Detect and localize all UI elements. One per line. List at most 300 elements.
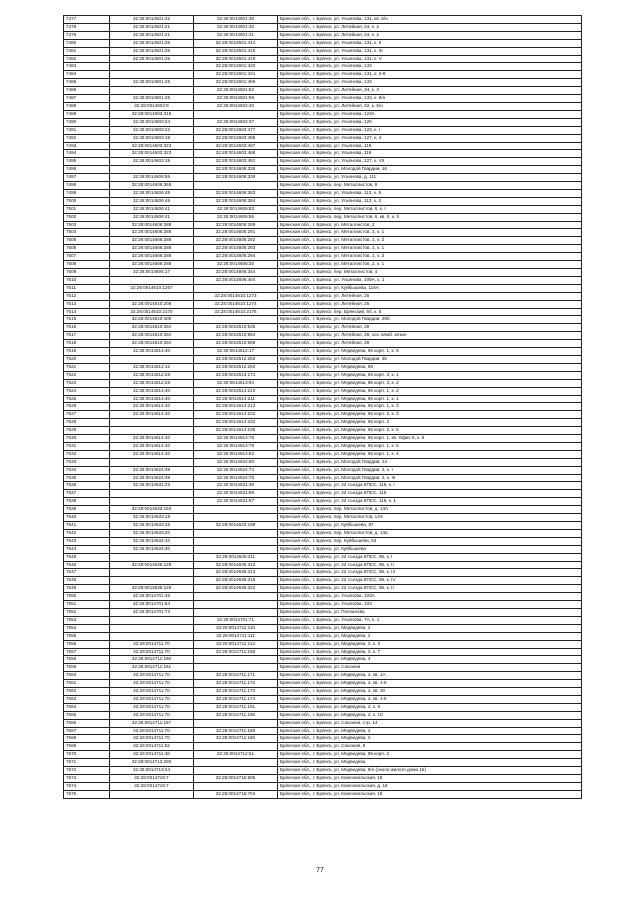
address-cell: Брянская обл., г. Брянск, ул. Медведева, 2 (278, 727, 582, 735)
address-cell: Брянская обл., г. Брянск, ул. Ульянова, 119 (278, 142, 582, 150)
address-cell: Брянская обл., г. Брянск, ул. Медведева, 65 корп. 2 (278, 419, 582, 427)
table-row (64, 664, 582, 672)
table-row (64, 545, 582, 553)
building-cadastral-cell (194, 759, 278, 767)
land-cadastral-cell: 32:28:0014711:70 (110, 703, 194, 711)
building-cadastral-cell (194, 182, 278, 190)
table-row (64, 300, 582, 308)
row-number-cell: 7565 (64, 711, 110, 719)
land-cadastral-cell: 32:28:0014610:391 (110, 324, 194, 332)
building-cadastral-cell (194, 767, 278, 775)
land-cadastral-cell: 32:28:0014601:26 (110, 55, 194, 63)
row-number-cell: 7537 (64, 490, 110, 498)
row-number-cell: 7511 (64, 284, 110, 292)
address-cell: Брянская обл., г. Брянск, пер. Куйбышева, 63 (278, 537, 582, 545)
row-number-cell: 7485 (64, 79, 110, 87)
table-row (64, 411, 582, 419)
table-row (64, 703, 582, 711)
table-row (64, 466, 582, 474)
building-cadastral-cell: 32:28:0014601:415 (194, 47, 278, 55)
address-cell: Брянская обл., г. Брянск, ул. Литейная, 34, к. 2 (278, 31, 582, 39)
table-row (64, 395, 582, 403)
table-row (64, 102, 582, 110)
land-cadastral-cell: 32:28:0014612:12 (110, 363, 194, 371)
building-cadastral-cell: 32:28:0014711:111 (194, 632, 278, 640)
row-number-cell: 7495 (64, 158, 110, 166)
table-row (64, 506, 582, 514)
building-cadastral-cell: 32:28:0014606:335 (194, 166, 278, 174)
building-cadastral-cell: 32:28:0014711:186 (194, 711, 278, 719)
row-number-cell: 7560 (64, 672, 110, 680)
land-cadastral-cell (110, 490, 194, 498)
building-cadastral-cell: 32:28:0014715:505 (194, 775, 278, 783)
building-cadastral-cell: 32:28:0014601:68 (194, 95, 278, 103)
table-row (64, 458, 582, 466)
table-row (64, 727, 582, 735)
land-cadastral-cell: 32:28:0014711:187 (110, 719, 194, 727)
address-cell: Брянская обл., г. Брянск, ул. Союзная, стр. 14 (278, 719, 582, 727)
building-cadastral-cell: 32:28:0014711:113 (194, 640, 278, 648)
land-cadastral-cell: 32:28:0014711:70 (110, 648, 194, 656)
row-number-cell: 7522 (64, 371, 110, 379)
table-row (64, 608, 582, 616)
row-number-cell: 7550 (64, 593, 110, 601)
table-row (64, 95, 582, 103)
table-row (64, 292, 582, 300)
land-cadastral-cell (110, 292, 194, 300)
land-cadastral-cell: 32:28:0014635:129 (110, 561, 194, 569)
building-cadastral-cell (194, 664, 278, 672)
building-cadastral-cell: 32:28:0014711:173 (194, 688, 278, 696)
row-number-cell: 7545 (64, 553, 110, 561)
land-cadastral-cell: 32:28:0014633:15 (110, 522, 194, 530)
table-row (64, 229, 582, 237)
building-cadastral-cell: 32:28:0014601:30 (194, 23, 278, 31)
table-row (64, 601, 582, 609)
address-cell: Брянская обл., г. Брянск, ул. Металлистов, 2 (278, 221, 582, 229)
table-row (64, 174, 582, 182)
building-cadastral-cell (194, 601, 278, 609)
row-number-cell: 7543 (64, 537, 110, 545)
building-cadastral-cell: 32:28:0014612:292 (194, 363, 278, 371)
row-number-cell: 7574 (64, 782, 110, 790)
row-number-cell: 7502 (64, 213, 110, 221)
land-cadastral-cell: 32:28:0014711:70 (110, 727, 194, 735)
land-cadastral-cell: 32:28:0014601:26 (110, 47, 194, 55)
building-cadastral-cell: 32:28:0014631:87 (194, 498, 278, 506)
table-row (64, 324, 582, 332)
building-cadastral-cell: 32:28:0014631:86 (194, 490, 278, 498)
building-cadastral-cell (194, 537, 278, 545)
building-cadastral-cell: 32:28:0014711:190 (194, 735, 278, 743)
land-cadastral-cell: 32:28:0014715:7 (110, 782, 194, 790)
row-number-cell: 7527 (64, 411, 110, 419)
table-row (64, 371, 582, 379)
table-row (64, 640, 582, 648)
table-row (64, 537, 582, 545)
address-cell: Брянская обл., г. Брянск, ул. Медведева, 85 корп. 2 (278, 751, 582, 759)
row-number-cell: 7542 (64, 529, 110, 537)
address-cell: Брянская обл., г. Брянск, ул. Ульянова, 103 (278, 601, 582, 609)
land-cadastral-cell (110, 276, 194, 284)
building-cadastral-cell: 32:28:0014610:1274 (194, 300, 278, 308)
land-cadastral-cell (110, 553, 194, 561)
land-cadastral-cell: 32:28:0014606:288 (110, 221, 194, 229)
table-row (64, 39, 582, 47)
table-row (64, 150, 582, 158)
row-number-cell: 7486 (64, 87, 110, 95)
land-cadastral-cell (110, 624, 194, 632)
land-cadastral-cell: 32:28:0014713:24 (110, 767, 194, 775)
address-cell: Брянская обл., г. Брянск, пер. Металлистов, д. 14А (278, 506, 582, 514)
land-cadastral-cell (110, 166, 194, 174)
row-number-cell: 7489 (64, 110, 110, 118)
table-row (64, 284, 582, 292)
table-row (64, 529, 582, 537)
land-cadastral-cell: 32:28:0014635:129 (110, 585, 194, 593)
row-number-cell: 7529 (64, 427, 110, 435)
address-cell: Брянская обл., г. Брянск, ул. Медведева, 2, кв. 30 (278, 688, 582, 696)
building-cadastral-cell: 32:28:0014606:83 (194, 205, 278, 213)
address-cell: Брянская обл., г. Брянск, пер. Металлистов, 8 (278, 182, 582, 190)
building-cadastral-cell: 32:28:0014601:420 (194, 63, 278, 71)
land-cadastral-cell (110, 87, 194, 95)
address-cell: Брянская обл., г. Брянск, ул. Медведева, 65 корп. 1, к. 8 (278, 348, 582, 356)
table-row (64, 110, 582, 118)
table-row (64, 585, 582, 593)
building-cadastral-cell: 32:28:0014712:51 (194, 751, 278, 759)
address-cell: Брянская обл., г. Брянск, ул. Ульянова, 131, к. V (278, 55, 582, 63)
table-row (64, 688, 582, 696)
row-number-cell: 7526 (64, 403, 110, 411)
land-cadastral-cell: 32:28:0014610:208 (110, 300, 194, 308)
row-number-cell: 7568 (64, 735, 110, 743)
row-number-cell: 7535 (64, 474, 110, 482)
table-row (64, 561, 582, 569)
table-row (64, 593, 582, 601)
row-number-cell: 7525 (64, 395, 110, 403)
row-number-cell: 7566 (64, 719, 110, 727)
building-cadastral-cell: 32:28:0014606:292 (194, 237, 278, 245)
table-row (64, 47, 582, 55)
address-cell: Брянская обл., г. Брянск, ул. Литейная, 32, к. 6/н (278, 102, 582, 110)
table-row (64, 719, 582, 727)
land-cadastral-cell (110, 419, 194, 427)
address-cell: Брянская обл., г. Брянск, ул. Медведева, 2, кв. 1А (278, 672, 582, 680)
address-cell: Брянская обл., г. Брянск, пер. Металлистов, 4 (278, 269, 582, 277)
table-row (64, 118, 582, 126)
address-cell: Брянская обл., г. Брянск, ул. 22 съезда КПСС, 96, к. I (278, 553, 582, 561)
address-cell: Брянская обл., г. Брянск, ул. Медведева, 2, кв. 1-5 (278, 695, 582, 703)
table-row (64, 695, 582, 703)
building-cadastral-cell: 32:28:0014606:293 (194, 245, 278, 253)
land-cadastral-cell: 32:28:0014711:70 (110, 672, 194, 680)
address-cell: Брянская обл., г. Брянск, ул. Молодой Гвардии, 14 (278, 458, 582, 466)
row-number-cell: 7493 (64, 142, 110, 150)
land-cadastral-cell: 32:28:0014701:46 (110, 593, 194, 601)
table-row (64, 189, 582, 197)
building-cadastral-cell: 32:28:0014633:199 (194, 522, 278, 530)
address-cell: Брянская обл., г. Брянск, ул. 22 съезда КПСС, 96, к. III (278, 569, 582, 577)
land-cadastral-cell: 32:28:0014701:73 (110, 608, 194, 616)
land-cadastral-cell: 32:28:0014603:323 (110, 150, 194, 158)
table-row (64, 648, 582, 656)
table-row (64, 134, 582, 142)
land-cadastral-cell: 32:28:0014606:41 (110, 213, 194, 221)
address-cell: Брянская обл., г. Брянск, ул. Молодой Гвардии, 35 (278, 355, 582, 363)
row-number-cell: 7521 (64, 363, 110, 371)
building-cadastral-cell: 32:28:0014622:60 (194, 458, 278, 466)
land-cadastral-cell: 32:28:0014606:288 (110, 229, 194, 237)
address-cell: Брянская обл., г. Брянск, ул. Ульянова, 133 (278, 63, 582, 71)
table-row (64, 735, 582, 743)
page-number: 77 (316, 867, 324, 874)
address-cell: Брянская обл., г. Брянск, ул. Литейная, 39 (278, 324, 582, 332)
land-cadastral-cell (110, 790, 194, 798)
building-cadastral-cell: 32:28:0014606:86 (194, 213, 278, 221)
building-cadastral-cell: 32:28:0014601:62 (194, 87, 278, 95)
row-number-cell: 7497 (64, 174, 110, 182)
building-cadastral-cell: 32:28:0014612:283 (194, 355, 278, 363)
row-number-cell: 7501 (64, 205, 110, 213)
building-cadastral-cell: 32:28:0014635:312 (194, 561, 278, 569)
row-number-cell: 7555 (64, 632, 110, 640)
row-number-cell: 7570 (64, 751, 110, 759)
land-cadastral-cell: 32:28:0014711:160 (110, 656, 194, 664)
land-cadastral-cell: 32:28:0014603:323 (110, 142, 194, 150)
address-cell: Брянская обл., г. Брянск, ул. Медведева, 89 (278, 363, 582, 371)
land-cadastral-cell: 32:28:0014610:391 (110, 340, 194, 348)
table-row (64, 355, 582, 363)
table-row (64, 221, 582, 229)
land-cadastral-cell (110, 71, 194, 79)
building-cadastral-cell: 32:28:0014614:213 (194, 403, 278, 411)
land-cadastral-cell: 32:28:0014606:55 (110, 174, 194, 182)
table-row (64, 450, 582, 458)
building-cadastral-cell: 32:28:0014614:211 (194, 395, 278, 403)
row-number-cell: 7573 (64, 775, 110, 783)
address-cell: Брянская обл., г. Брянск, ул. Ульянова, д. 111 (278, 174, 582, 182)
address-cell: Брянская обл., г. Брянск, ул. Медведева, 2, к. 10 (278, 711, 582, 719)
address-cell: Брянская обл., г. Брянск, ул. Медведева, 85 корп. 3, к. 2 (278, 379, 582, 387)
building-cadastral-cell (194, 593, 278, 601)
building-cadastral-cell: 32:28:0014711:110 (194, 624, 278, 632)
address-cell: Брянская обл., г. Брянск, ул. Литейная, 34, к. 3 (278, 87, 582, 95)
address-cell: Брянская обл., г. Брянск, ул. Ульянова, 103А (278, 593, 582, 601)
row-number-cell: 7556 (64, 640, 110, 648)
row-number-cell: 7540 (64, 514, 110, 522)
row-number-cell: 7518 (64, 340, 110, 348)
building-cadastral-cell: 32:28:0014614:82 (194, 450, 278, 458)
row-number-cell: 7528 (64, 419, 110, 427)
land-cadastral-cell: 32:28:0014614:40 (110, 395, 194, 403)
address-cell: Брянская обл., г. Брянск, ул. Союзная (278, 664, 582, 672)
table-row (64, 340, 582, 348)
building-cadastral-cell: 32:28:0014601:414 (194, 39, 278, 47)
table-row (64, 197, 582, 205)
table-row (64, 316, 582, 324)
row-number-cell: 7480 (64, 39, 110, 47)
row-number-cell: 7500 (64, 197, 110, 205)
land-cadastral-cell: 32:28:0014606:288 (110, 253, 194, 261)
land-cadastral-cell: 32:28:0014606:48 (110, 197, 194, 205)
land-cadastral-cell: 32:28:0014614:40 (110, 348, 194, 356)
land-cadastral-cell: 32:28:0014711:161 (110, 664, 194, 672)
row-number-cell: 7544 (64, 545, 110, 553)
row-number-cell: 7482 (64, 55, 110, 63)
address-cell: Брянская обл., г. Брянск, пер. Брянский, 6б, к. 6 (278, 308, 582, 316)
table-row (64, 158, 582, 166)
row-number-cell: 7552 (64, 608, 110, 616)
building-cadastral-cell: 32:28:0014610:596 (194, 340, 278, 348)
table-row (64, 348, 582, 356)
address-cell: Брянская обл., г. Брянск, ул. Медведева (278, 759, 582, 767)
address-cell: Брянская обл., г. Брянск, ул. Медведева, 2, к. 9 (278, 703, 582, 711)
table-row (64, 419, 582, 427)
row-number-cell: 7516 (64, 324, 110, 332)
address-cell: Брянская обл., г. Брянск, ул. Комсомольская, д. 18 (278, 782, 582, 790)
row-number-cell: 7520 (64, 355, 110, 363)
table-row (64, 790, 582, 798)
row-number-cell: 7561 (64, 680, 110, 688)
row-number-cell: 7503 (64, 221, 110, 229)
row-number-cell: 7538 (64, 498, 110, 506)
land-cadastral-cell: 32:28:0014711:70 (110, 735, 194, 743)
row-number-cell: 7563 (64, 695, 110, 703)
land-cadastral-cell: 32:28:0014603:19 (110, 134, 194, 142)
table-row (64, 403, 582, 411)
land-cadastral-cell: 32:28:0014610:2170 (110, 308, 194, 316)
building-cadastral-cell: 32:28:0014614:222 (194, 411, 278, 419)
land-cadastral-cell: 32:28:0014711:70 (110, 711, 194, 719)
table-row (64, 656, 582, 664)
row-number-cell: 7508 (64, 261, 110, 269)
address-cell: Брянская обл., г. Брянск, ул. Куйбышева (278, 545, 582, 553)
address-cell: Брянская обл., г. Брянск, ул. Союзная, 6 (278, 743, 582, 751)
building-cadastral-cell: 32:28:0014606:384 (194, 197, 278, 205)
address-cell: Брянская обл., г. Брянск, ул. Литейная, 34, к. 2 (278, 23, 582, 31)
row-number-cell: 7491 (64, 126, 110, 134)
land-cadastral-cell: 32:28:0014603:22 (110, 126, 194, 134)
land-cadastral-cell: 32:28:0014701:54 (110, 601, 194, 609)
building-cadastral-cell: 32:28:0014606:344 (194, 269, 278, 277)
address-cell: Брянская обл., г. Брянск, ул. Литейная, 39 (278, 340, 582, 348)
address-cell: Брянская обл., г. Брянск, пер. Металлистов, 14А (278, 514, 582, 522)
row-number-cell: 7562 (64, 688, 110, 696)
table-row (64, 616, 582, 624)
address-cell: Брянская обл., г. Брянск, ул. Ульянова, 109А, к. 1 (278, 276, 582, 284)
table-row (64, 182, 582, 190)
building-cadastral-cell: 32:28:0014610:584 (194, 332, 278, 340)
table-row (64, 759, 582, 767)
building-cadastral-cell (194, 284, 278, 292)
building-cadastral-cell: 32:28:0014603:486 (194, 134, 278, 142)
land-cadastral-cell (110, 63, 194, 71)
building-cadastral-cell: 32:28:0014711:174 (194, 695, 278, 703)
address-cell: Брянская обл., г. Брянск, ул. Медведева, 65 корп. 1, к. 3 (278, 403, 582, 411)
row-number-cell: 7507 (64, 253, 110, 261)
row-number-cell: 7487 (64, 95, 110, 103)
land-cadastral-cell: 32:28:0014713:280 (110, 759, 194, 767)
land-cadastral-cell: 32:28:0014631:23 (110, 482, 194, 490)
row-number-cell: 7490 (64, 118, 110, 126)
table-row (64, 569, 582, 577)
table-row (64, 522, 582, 530)
land-cadastral-cell (110, 355, 194, 363)
row-number-cell: 7484 (64, 71, 110, 79)
address-cell: Брянская обл., г. Брянск, ул. 22 съезда КПСС, 98, к. IV (278, 577, 582, 585)
table-row (64, 87, 582, 95)
building-cadastral-cell: 32:28:0014612:17 (194, 348, 278, 356)
address-cell: Брянская обл., г. Брянск, пер. Металлистов, д. 14а (278, 529, 582, 537)
address-cell: Брянская обл., г. Брянск, ул. Ульянова, 119 (278, 150, 582, 158)
table-row (64, 237, 582, 245)
registry-table (63, 15, 582, 799)
address-cell: Брянская обл., г. Брянск, ул. Ульянова, 131, к. 6 (278, 39, 582, 47)
address-cell: Брянская обл., г. Брянск, ул. Медведева, 65 корп. 1, к. 1 (278, 395, 582, 403)
row-number-cell: 7488 (64, 102, 110, 110)
building-cadastral-cell: 32:28:0014603:37 (194, 118, 278, 126)
address-cell: Брянская обл., г. Брянск, ул. Медведева, 65 корп. 1, к. 4 (278, 450, 582, 458)
row-number-cell: 7506 (64, 245, 110, 253)
address-cell: Брянская обл., г. Брянск, пер. Металлистов, 6, к. I (278, 205, 582, 213)
row-number-cell: 7539 (64, 506, 110, 514)
land-cadastral-cell: 32:28:0014610:1267 (110, 284, 194, 292)
building-cadastral-cell: 32:28:0014715:704 (194, 790, 278, 798)
building-cadastral-cell: 32:28:0014606:291 (194, 229, 278, 237)
building-cadastral-cell (194, 110, 278, 118)
row-number-cell: 7534 (64, 466, 110, 474)
address-cell: Брянская обл., г. Брянск, ул. Молодой Гвардии, 3, к. III (278, 474, 582, 482)
row-number-cell: 7509 (64, 269, 110, 277)
address-cell: Брянская обл., г. Брянск, ул. Ульянова, 131, к. III (278, 47, 582, 55)
building-cadastral-cell: 32:28:0014602:40 (194, 102, 278, 110)
land-cadastral-cell: 32:28:0014612:28 (110, 371, 194, 379)
building-cadastral-cell: 32:28:0014603:488 (194, 150, 278, 158)
land-cadastral-cell: 32:28:0014624:38 (110, 466, 194, 474)
row-number-cell: 7541 (64, 522, 110, 530)
building-cadastral-cell (194, 608, 278, 616)
address-cell: Брянская обл., г. Брянск, ул. Медведева, 2 (278, 735, 582, 743)
row-number-cell: 7481 (64, 47, 110, 55)
row-number-cell: 7517 (64, 332, 110, 340)
land-cadastral-cell: 32:28:0014603:315 (110, 110, 194, 118)
row-number-cell: 7519 (64, 348, 110, 356)
table-row (64, 31, 582, 39)
table-row (64, 387, 582, 395)
land-cadastral-cell (110, 616, 194, 624)
land-cadastral-cell: 32:28:0014715:7 (110, 775, 194, 783)
land-cadastral-cell: 32:28:0014614:40 (110, 403, 194, 411)
row-number-cell: 7478 (64, 23, 110, 31)
address-cell: Брянская обл., г. Брянск, ул. Плеханова (278, 608, 582, 616)
row-number-cell: 7553 (64, 616, 110, 624)
row-number-cell: 7523 (64, 379, 110, 387)
table-row (64, 276, 582, 284)
land-cadastral-cell: 32:28:0014606:365 (110, 182, 194, 190)
row-number-cell: 7494 (64, 150, 110, 158)
row-number-cell: 7479 (64, 31, 110, 39)
building-cadastral-cell: 32:28:0014614:78 (194, 435, 278, 443)
building-cadastral-cell (194, 316, 278, 324)
row-number-cell: 7512 (64, 292, 110, 300)
building-cadastral-cell (194, 529, 278, 537)
row-number-cell: 7547 (64, 569, 110, 577)
row-number-cell: 7477 (64, 16, 110, 24)
address-cell: Брянская обл., г. Брянск, ул. Ульянова, 133, к. 6/н (278, 95, 582, 103)
table-row (64, 672, 582, 680)
building-cadastral-cell: 32:28:0014603:487 (194, 142, 278, 150)
